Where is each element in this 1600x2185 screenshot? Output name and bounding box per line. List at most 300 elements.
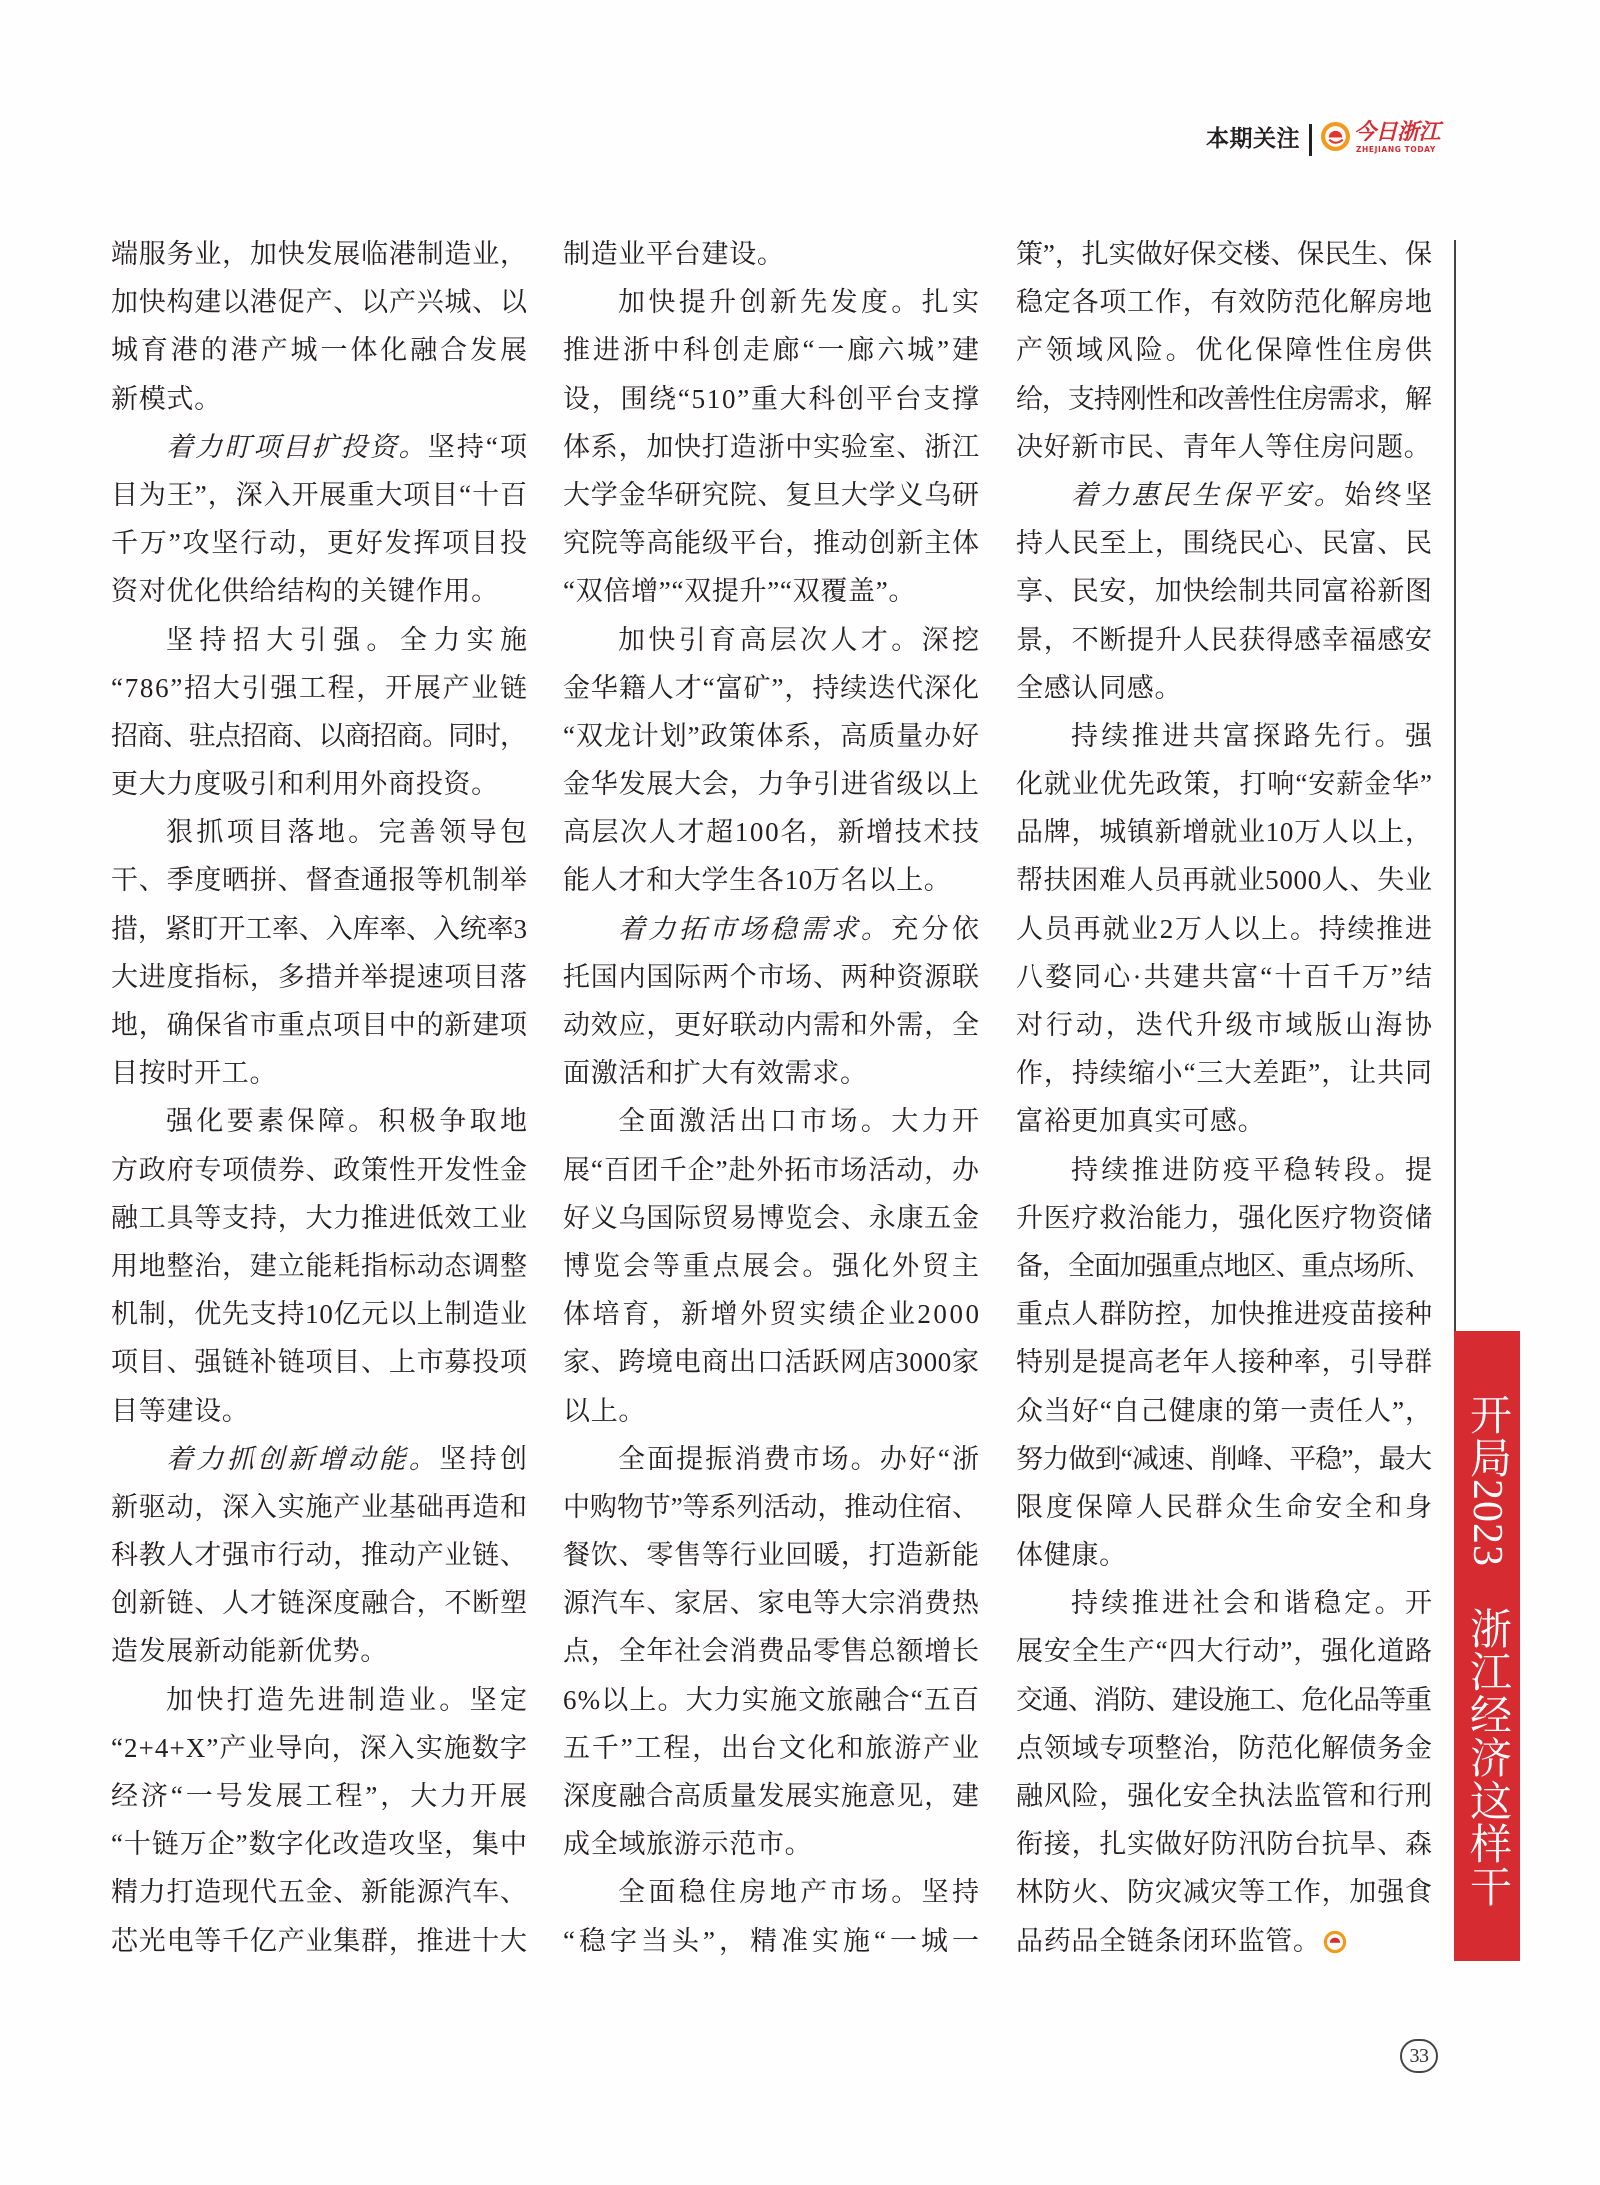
paragraph (563, 1435, 982, 1869)
line-content (563, 1347, 980, 1377)
text-line (563, 1676, 979, 1724)
section-label: 本期关注 (1206, 126, 1300, 152)
line-text: 制造业平台建设。 (563, 239, 785, 269)
line-content (111, 1155, 528, 1185)
swirl-logo-icon (1320, 121, 1351, 152)
line-content (111, 1636, 388, 1666)
text-line (1016, 1531, 1432, 1579)
line-content (563, 1203, 980, 1233)
line-content (563, 576, 916, 606)
text-line (563, 953, 979, 1001)
banner-line-2: 浙江经济这样干 (1464, 1607, 1510, 1908)
line-text: 大进度指标，多措并举提速项目落 (111, 961, 528, 992)
paragraph (111, 1097, 531, 1434)
paragraph-heading: 着力惠民生保平安。 (1071, 479, 1345, 510)
text-column-2 (563, 230, 984, 1965)
line-text: 融工具等支持，大力推进低效工业 (111, 1202, 528, 1233)
text-line (563, 808, 979, 856)
line-content (1016, 576, 1433, 606)
text-line (111, 760, 527, 808)
text-line (563, 1579, 979, 1627)
text-line (563, 1242, 982, 1290)
line-text: 精力打造现代五金、新能源汽车、 (111, 1877, 528, 1908)
text-line (563, 1868, 983, 1916)
line-content (563, 239, 785, 269)
text-line (1016, 1579, 1436, 1627)
line-content (111, 480, 528, 510)
line-content (563, 1299, 982, 1329)
text-line (1016, 567, 1432, 615)
line-content (111, 1396, 250, 1426)
text-column-1 (111, 230, 534, 1965)
line-text: 帮扶困难人员再就业5000人、失业 (1016, 865, 1433, 896)
paragraph-heading: 全面稳住房地产市场。 (618, 1877, 922, 1909)
line-content (166, 625, 533, 655)
line-content (111, 673, 529, 703)
line-text: 芯光电等千亿产业集群，推进十大 (111, 1925, 528, 1956)
line-content (563, 1636, 980, 1666)
line-text: “双龙计划”政策体系，高质量办好 (563, 720, 980, 751)
text-line (1016, 1387, 1432, 1435)
paragraph-heading: 全面激活出口市场。 (618, 1106, 892, 1138)
line-text: 地，确保省市重点项目中的新建项 (111, 1010, 528, 1040)
line-text: 托国内国际两个市场、两种资源联 (563, 961, 980, 992)
text-line (111, 1001, 527, 1049)
text-line (111, 1194, 527, 1242)
paragraph-heading: 持续推进防疫平稳转段。 (1071, 1154, 1405, 1186)
line-content (111, 865, 528, 895)
line-text: 坚持 (921, 1877, 983, 1908)
text-line (1016, 471, 1436, 519)
line-content (1016, 1251, 1431, 1281)
text-line (563, 905, 983, 953)
line-text: 五千”工程，出台文化和旅游产业 (563, 1732, 981, 1763)
line-text: 展“百团千企”赴外拓市场活动，办 (563, 1154, 980, 1185)
paragraph-heading: 持续推进共富探路先行。 (1071, 720, 1405, 752)
text-line (563, 1001, 979, 1049)
line-content (166, 432, 529, 462)
text-line (111, 1097, 531, 1145)
text-line (1016, 1724, 1432, 1772)
line-text: 以上。 (563, 1395, 647, 1426)
line-content (563, 480, 980, 510)
line-content (1016, 1106, 1265, 1136)
line-text: 造发展新动能新优势。 (111, 1636, 388, 1667)
paragraph (111, 1435, 531, 1676)
line-content (1016, 1492, 1435, 1522)
line-text: 资对优化供给结构的关键作用。 (111, 576, 499, 607)
line-text: 衔接，扎实做好防汛防台抗旱、森 (1016, 1829, 1433, 1860)
paragraph (1016, 1579, 1436, 1965)
line-text: 究院等高能级平台，推动创新主体 (563, 528, 980, 559)
line-text: 成全域旅游示范市。 (563, 1829, 813, 1860)
line-text: 强 (1405, 720, 1436, 751)
line-text: 机制，优先支持10亿元以上制造业 (111, 1299, 528, 1330)
line-text: 八婺同心·共建共富“十百千万”结 (1016, 961, 1435, 992)
line-content (563, 1685, 980, 1715)
line-text: 目为王”，深入开展重大项目“十百 (111, 479, 528, 510)
line-content (563, 1926, 983, 1956)
paragraph-heading: 加快引育高层次人才。 (618, 624, 922, 656)
line-content (563, 1492, 979, 1522)
text-line (111, 1290, 527, 1338)
text-line (1016, 1627, 1432, 1675)
paragraph-heading: 加快提升创新先发度。 (618, 287, 922, 319)
line-content (1016, 1877, 1433, 1907)
text-line (111, 375, 527, 423)
text-line (111, 519, 527, 567)
line-content (1016, 1540, 1127, 1570)
text-line (563, 1820, 979, 1868)
line-text: 备，全面加强重点地区、重点场所、 (1016, 1250, 1431, 1281)
line-text: 产领域风险。优化保障性住房供 (1016, 335, 1435, 366)
line-content (1016, 865, 1433, 895)
text-line (111, 230, 527, 278)
line-text: 点领域专项整治，防范化解债务金 (1016, 1732, 1433, 1763)
paragraph-heading: 强化要素保障。 (166, 1106, 379, 1138)
line-content (1016, 1203, 1433, 1233)
line-text: 特别是提高老年人接种率，引导群 (1016, 1347, 1433, 1378)
paragraph (111, 808, 531, 1097)
line-content (1016, 1829, 1433, 1859)
line-content (563, 432, 980, 462)
line-text: 大力开 (891, 1106, 983, 1137)
text-line (1016, 278, 1432, 326)
line-text: “786”招大引强工程，开展产业链 (111, 672, 529, 703)
line-content (1016, 1299, 1433, 1329)
line-text: 稳定各项工作，有效防范化解房地 (1016, 287, 1433, 318)
text-line (111, 1724, 527, 1772)
text-line (1016, 1146, 1436, 1194)
text-line (111, 664, 527, 712)
line-text: “双倍增”“双提升”“双覆盖”。 (563, 576, 917, 607)
line-text: 招商、驻点招商、以商招商。同时， (111, 720, 526, 751)
text-line (1016, 1772, 1432, 1820)
line-text: 家、跨境电商出口活跃网店3000家 (563, 1347, 980, 1378)
line-content (1016, 769, 1433, 799)
line-content (563, 335, 982, 365)
line-content (111, 769, 499, 799)
line-text: 更大力度吸引和利用外商投资。 (111, 769, 499, 800)
text-line (1016, 856, 1432, 904)
line-text: 项目、强链补链项目、上市募投项 (111, 1347, 528, 1378)
text-line (1016, 1917, 1432, 1965)
magazine-logo (1320, 118, 1448, 160)
paragraph-heading: 加快打造先进制造业。 (166, 1684, 470, 1716)
line-text: 方政府专项债券、政策性开发性金 (111, 1154, 528, 1185)
text-line (1016, 1049, 1432, 1097)
line-content (111, 1588, 528, 1618)
line-content (111, 1299, 528, 1329)
text-line (563, 471, 979, 519)
text-line (563, 1435, 982, 1483)
line-content (1016, 1781, 1433, 1811)
line-content (618, 1444, 981, 1474)
paragraph (563, 905, 983, 1098)
line-content (1016, 1396, 1433, 1426)
paragraph-heading: 着力拓市场稳需求。 (618, 913, 892, 944)
line-text: 城育港的港产城一体化融合发展 (111, 335, 530, 366)
line-content (563, 962, 980, 992)
line-content (563, 865, 952, 895)
line-text: 开 (1405, 1588, 1436, 1619)
line-text: 新模式。 (111, 383, 222, 414)
line-content (1071, 1588, 1435, 1618)
text-line (111, 1242, 527, 1290)
line-text: 中购物节”等系列活动，推动住宿、 (563, 1491, 979, 1522)
line-content (618, 1877, 982, 1907)
line-content (1016, 335, 1435, 365)
text-line (563, 1483, 979, 1531)
text-line (563, 423, 979, 471)
line-text: 大学金华研究院、复旦大学义乌研 (563, 479, 980, 510)
line-content (563, 1251, 982, 1281)
line-text: “稳字当头”，精准实施“一城一 (563, 1925, 984, 1956)
line-text: 人员再就业2万人以上。持续推进 (1016, 913, 1434, 944)
line-content (111, 914, 527, 944)
text-line (563, 1194, 979, 1242)
line-content (563, 817, 981, 847)
logo-text: 今日浙江 (1354, 119, 1441, 144)
text-line (1016, 1097, 1432, 1145)
paragraph (111, 616, 534, 809)
line-content (563, 1588, 980, 1618)
paragraph (563, 1097, 983, 1434)
line-text: 林防火、防灾减灾等工作，加强食 (1016, 1877, 1433, 1908)
line-content (1016, 1444, 1431, 1474)
line-content (563, 1010, 980, 1040)
line-content (166, 817, 530, 847)
line-content (618, 287, 982, 317)
line-text: 经济“一号发展工程”，大力开展 (111, 1781, 530, 1811)
line-text: 推进浙中科创走廊“一廊六城”建 (563, 335, 982, 366)
paragraph (563, 230, 979, 278)
line-text: 努力做到“减速、削峰、平稳”，最大 (1016, 1443, 1432, 1474)
line-content (111, 384, 222, 414)
text-line (563, 1338, 979, 1386)
line-text: 好义乌国际贸易博览会、永康五金 (563, 1202, 980, 1233)
line-text: 对行动，迭代升级市域版山海协 (1016, 1010, 1435, 1040)
paragraph-heading: 着力盯项目扩投资。 (166, 431, 428, 462)
line-text: 加快构建以港促产、以产兴城、以 (111, 287, 528, 318)
line-content (111, 1010, 528, 1040)
text-line (1016, 1242, 1432, 1290)
line-content (563, 769, 980, 799)
text-line (111, 1531, 527, 1579)
text-line (563, 519, 979, 567)
line-text: 限度保障人民群众生命安全和身 (1016, 1491, 1435, 1522)
line-text: 深度融合高质量发展实施意见，建 (563, 1781, 980, 1811)
text-line (111, 1435, 531, 1483)
line-content (563, 1155, 980, 1185)
text-line (111, 1820, 527, 1868)
line-content (618, 914, 982, 944)
line-text: 富裕更加真实可感。 (1016, 1106, 1266, 1137)
line-content (111, 721, 526, 751)
text-line (1016, 808, 1432, 856)
line-text: 6%以上。大力实施文旅融合“五百 (563, 1684, 981, 1715)
text-line (111, 1338, 527, 1386)
line-text: 千万”攻坚行动，更好发挥项目投 (111, 528, 529, 559)
line-text: “2+4+X”产业导向，深入实施数字 (111, 1732, 529, 1763)
line-content (111, 1203, 528, 1233)
line-content (1071, 721, 1435, 751)
line-content (563, 1396, 646, 1426)
line-content (111, 1492, 528, 1522)
line-content (563, 1058, 868, 1088)
text-line (1016, 1338, 1432, 1386)
text-line (563, 230, 979, 278)
paragraph-heading: 持续推进社会和谐稳定。 (1071, 1588, 1405, 1620)
text-line (1016, 519, 1432, 567)
line-content (563, 1829, 812, 1859)
text-line (111, 278, 527, 326)
text-line (1016, 326, 1435, 374)
line-text: 深挖 (921, 624, 983, 655)
line-content (1016, 817, 1433, 847)
text-line (563, 856, 979, 904)
line-content (1016, 432, 1432, 462)
line-content (563, 384, 981, 414)
line-content (111, 1251, 528, 1281)
line-content (1016, 287, 1433, 317)
line-content (563, 528, 980, 558)
text-line (1016, 616, 1432, 664)
text-line (111, 856, 527, 904)
column-rule (1454, 240, 1456, 1331)
line-text: 新驱动，深入实施产业基础再造和 (111, 1491, 528, 1522)
text-line (1016, 712, 1436, 760)
logo-subtext: ZHEJIANG TODAY (1356, 145, 1436, 154)
page-number: 33 (1400, 2039, 1438, 2073)
paragraph-heading: 全面提振消费市场。 (618, 1443, 880, 1475)
line-content (1016, 1685, 1431, 1715)
line-text: 品药品全链条闭环监管。 (1016, 1925, 1321, 1956)
line-text: 交通、消防、建设施工、危化品等重 (1016, 1684, 1431, 1715)
line-content (1016, 1926, 1321, 1956)
line-text: 干、季度晒拼、督查通报等机制举 (111, 865, 528, 896)
line-text: 景，不断提升人民获得感幸福感安 (1016, 624, 1433, 655)
line-text: 餐饮、零售等行业回暖，打造新能 (563, 1540, 980, 1571)
text-line (111, 712, 527, 760)
text-line (111, 567, 527, 615)
text-line (111, 1146, 527, 1194)
text-line (1016, 1868, 1432, 1916)
line-content (1016, 625, 1433, 655)
line-text: 融风险，强化安全执法监管和行刑 (1016, 1781, 1433, 1811)
line-content (111, 1347, 528, 1377)
line-content (1071, 1155, 1435, 1185)
line-text: 措，紧盯开工率、入库率、入统率3 (111, 913, 527, 944)
line-content (618, 1106, 982, 1136)
line-text: 高层次人才超100名，新增技术技 (563, 817, 981, 848)
line-text: 决好新市民、青年人等住房问题。 (1016, 431, 1432, 462)
line-content (1016, 1636, 1433, 1666)
line-text: 升医疗救治能力，强化医疗物资储 (1016, 1202, 1433, 1233)
line-content (166, 1106, 530, 1136)
header-divider (1309, 124, 1312, 156)
text-line (111, 1868, 527, 1916)
text-line (111, 1483, 527, 1531)
text-line (111, 326, 530, 374)
line-text: 面激活和扩大有效需求。 (563, 1058, 868, 1089)
text-line (563, 567, 979, 615)
paragraph (563, 278, 983, 615)
text-line (111, 1627, 527, 1675)
line-text: 设，围绕“510”重大科创平台支撑 (563, 383, 981, 414)
line-text: 金华籍人才“富矿”，持续迭代深化 (563, 672, 980, 703)
text-line (111, 1917, 527, 1965)
line-text: 目等建设。 (111, 1395, 250, 1426)
line-content (111, 962, 528, 992)
text-line (563, 1049, 979, 1097)
line-content (111, 1829, 528, 1859)
line-content (1016, 673, 1182, 703)
line-text: 积极争取地 (378, 1106, 531, 1137)
text-line (111, 808, 531, 856)
line-text: 策”，扎实做好保交楼、保民生、保 (1016, 239, 1432, 269)
line-content (111, 1877, 528, 1907)
line-text: 持人民至上，围绕民心、民富、民 (1016, 528, 1433, 559)
line-content (1016, 384, 1431, 414)
line-content (111, 1781, 530, 1811)
text-line (111, 616, 534, 664)
text-line (111, 1387, 527, 1435)
text-line (1016, 953, 1435, 1001)
text-line (563, 1627, 979, 1675)
text-line (111, 1579, 527, 1627)
line-content (1016, 1058, 1433, 1088)
line-content (1016, 239, 1432, 269)
text-line (1016, 905, 1432, 953)
text-line (563, 1917, 984, 1965)
banner-line-1: 开局2023 (1464, 1393, 1510, 1567)
text-line (563, 1146, 979, 1194)
paragraph (111, 230, 530, 423)
line-text: 全感认同感。 (1016, 672, 1183, 703)
line-text: 众当好“自己健康的第一责任人”， (1016, 1395, 1433, 1426)
line-text: 完善领导包 (378, 817, 531, 848)
line-content (1016, 1733, 1433, 1763)
paragraph (1016, 1146, 1436, 1580)
line-text: 体系，加快打造浙中实验室、浙江 (563, 431, 980, 462)
text-line (1016, 1290, 1432, 1338)
text-line (563, 1531, 979, 1579)
line-content (111, 576, 499, 606)
line-content (1016, 914, 1434, 944)
text-line (1016, 664, 1432, 712)
line-content (111, 335, 530, 365)
line-text: 享、民安，加快绘制共同富裕新图 (1016, 576, 1433, 607)
text-line (1016, 1001, 1435, 1049)
line-content (1016, 528, 1433, 558)
line-content (111, 287, 528, 317)
text-line (111, 905, 527, 953)
line-content (111, 1540, 528, 1570)
line-content (563, 1540, 980, 1570)
line-content (1016, 962, 1434, 992)
text-column-3 (1016, 230, 1436, 1965)
text-line (563, 1387, 979, 1435)
text-line (1016, 1483, 1435, 1531)
line-text: “十链万企”数字化改造攻坚，集中 (111, 1829, 528, 1860)
text-line (563, 760, 979, 808)
paragraph-heading: 狠抓项目落地。 (166, 817, 379, 849)
line-content (563, 721, 980, 751)
line-text: 坚持创 (439, 1443, 531, 1474)
text-line (563, 1724, 979, 1772)
line-text: 博览会等重点展会。强化外贸主 (563, 1250, 982, 1281)
